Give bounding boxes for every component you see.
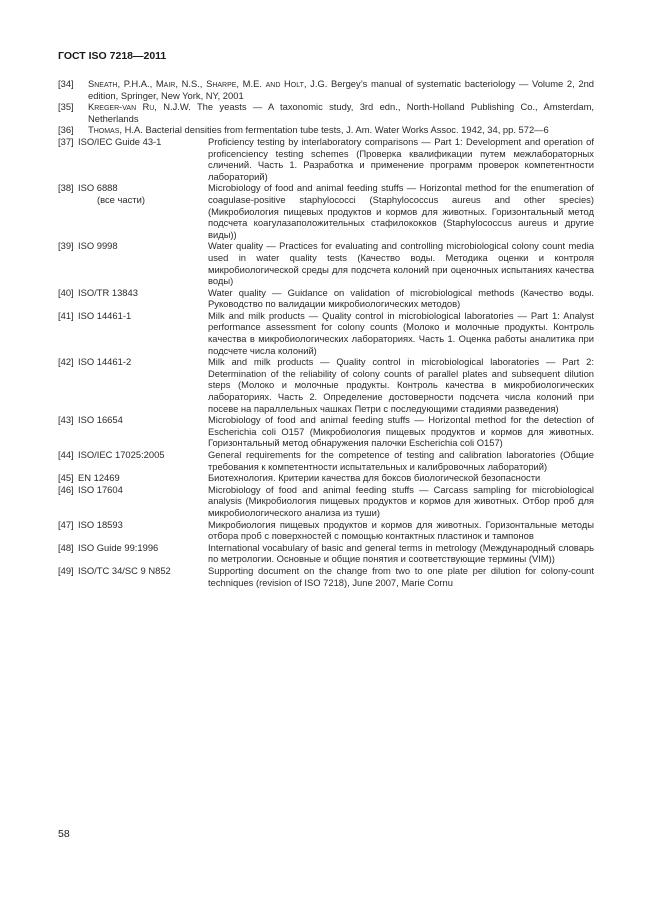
standard-code-label: ISO 17604 (78, 483, 123, 495)
reference-authors: Sneath, P.H.A., Mair, N.S., Sharpe, M.E. and Holt, (88, 78, 307, 89)
standard-code (78, 287, 208, 310)
reference-item (58, 310, 594, 356)
reference-authors: Kreger-van Ru, (88, 101, 157, 113)
standard-code-label: ISO/IEC Guide 43-1 (78, 135, 162, 147)
standard-code (78, 414, 208, 449)
reference-body: N.J.W. The yeasts — A taxonomic study, 3rd edn., North-Holland Publishing Co., Amsterdam, Netherlands (88, 101, 594, 124)
reference-number: [40] (58, 286, 74, 298)
standard-code-label: ISO/TC 34/SC 9 N852 (78, 564, 171, 576)
bibliography-list (58, 78, 594, 588)
standard-code-note: (все части) (97, 193, 145, 205)
reference-text: Supporting document on the change from two to one plate per dilution for colony-count techniques (revision of ISO 7218), June 2007, Marie Cornu (208, 564, 594, 588)
standard-code (78, 484, 208, 519)
reference-number: [47] (58, 518, 74, 530)
reference-number: [48] (58, 541, 74, 553)
reference-item (58, 542, 594, 565)
reference-text: Milk and milk products — Quality control in microbiological laboratories — Part 1: Analyst performance assessment for colony counts (Молоко и молочные продукты. Контроль качества в микробиологических лабораториях. Часть 1. Оценка работы аналитика при подсчете числа колоний) (208, 309, 594, 356)
reference-item (58, 101, 594, 124)
reference-number: [44] (58, 449, 74, 460)
standard-code-label: EN 12469 (78, 472, 120, 484)
reference-number: [36] (58, 124, 74, 136)
standard-code-label: ISO/IEC 17025:2005 (78, 449, 165, 460)
reference-item (58, 136, 594, 182)
standard-code-label: ISO/TR 13843 (78, 286, 138, 298)
reference-item (58, 356, 594, 414)
reference-number: [45] (58, 472, 74, 484)
standard-code (78, 565, 208, 588)
reference-number: [37] (58, 135, 74, 147)
reference-item (58, 414, 594, 449)
reference-text: Microbiology of food and animal feeding stuffs — Horizontal method for the detection of Escherichia coli O157 (Микробиология пищевых продуктов и кормов для животных. Горизонтальный метод обнаружения палочки Escherichia coli O157) (208, 414, 594, 449)
reference-item (58, 565, 594, 588)
standard-code (78, 240, 208, 286)
standard-code-label: ISO 14461-1 (78, 309, 132, 321)
reference-number: [43] (58, 414, 74, 426)
standard-code (78, 182, 208, 240)
reference-number: [34] (58, 78, 74, 89)
reference-number: [41] (58, 309, 74, 321)
standard-code (78, 519, 208, 542)
reference-text: Биотехнология. Критерии качества для боксов биологической безопасности (208, 472, 541, 484)
standard-code-label: ISO 14461-2 (78, 356, 132, 368)
reference-item (58, 287, 594, 310)
reference-text: Water quality — Practices for evaluating and controlling microbiological colony count media used in water quality tests (Качество воды. Методика оценки и контроля микробиологической среды для подсчета колоний при оценочных испытаниях качества воды) (208, 240, 594, 287)
reference-text: Water quality — Guidance on validation of microbiological methods (Качество воды. Руководство по валидации микробиологических методов) (208, 286, 594, 310)
standard-code-label: ISO Guide 99:1996 (78, 541, 159, 553)
reference-number: [49] (58, 564, 74, 576)
standard-code (78, 449, 208, 472)
standard-code (78, 472, 208, 484)
reference-body: J.G. Bergey’s manual of systematic bacteriology — Volume 2, 2nd edition, Springer, New York, NY, 2001 (88, 78, 594, 101)
standard-code (78, 356, 208, 414)
reference-text: Microbiology of food and animal feeding stuffs — Carcass sampling for microbiological analysis (Микробиология пищевых продуктов и кормов для животных. Отбор проб для микробиологического анализа из туши) (208, 483, 594, 518)
reference-text: Milk and milk products — Quality control in microbiological laboratories — Part 2: Determination of the reliability of colony counts of parallel plates and subsequent dilution steps (Молоко и молочные продукты. Контроль качества в микробиологических лабораториях. Часть 2. Определение достоверности подсчета числа колоний при посеве на параллельных чашках Петри с последующими стадиями разведения) (208, 356, 594, 414)
reference-text: Proficiency testing by interlaboratory comparisons — Part 1: Development and operation of proficenciency testing schemes (Проверка квалификации путем межлабораторных сличений. Часть 1. Разработка и применение программ проверок компетентности лабораторий) (208, 135, 594, 182)
standard-code-label: ISO 16654 (78, 414, 123, 426)
reference-text: International vocabulary of basic and general terms in metrology (Международный словарь по метрологии. Основные и общие понятия и соответствующие термины (VIM)) (208, 541, 594, 565)
reference-item (58, 182, 594, 240)
standard-code-label: ISO 6888 (78, 182, 118, 194)
reference-item (58, 519, 594, 542)
reference-text: Microbiology of food and animal feeding stuffs — Horizontal method for the enumeration of coagulase-positive staphylococci (Staphylococcus aureus and other species) (Микробиология пищевых продуктов и кормов для животных. Горизонтальный метод подсчета коагулазаположительных стафилококков (Staphylococcus aureus и другие виды)) (208, 182, 594, 240)
reference-number: [46] (58, 483, 74, 495)
reference-text (88, 101, 594, 124)
reference-number: [42] (58, 356, 74, 368)
reference-body: H.A. Bacterial densities from fermentation tube tests, J. Am. Water Works Assoc. 1942, 34, pp. 572—6 (122, 124, 549, 136)
reference-text: Микробиология пищевых продуктов и кормов для животных. Горизонтальные методы отбора проб с поверхностей с помощью контактных пластинок и тампонов (208, 518, 594, 542)
reference-text (88, 78, 594, 101)
standard-code-label: ISO 18593 (78, 518, 123, 530)
reference-text: General requirements for the competence of testing and calibration laboratories (Общие требования к компетентности испытательных и калибровочных лабораторий) (208, 449, 594, 472)
standard-code (78, 136, 208, 182)
page-number: 58 (58, 828, 70, 840)
reference-number: [38] (58, 182, 74, 194)
reference-item (58, 78, 594, 101)
standard-code (78, 310, 208, 356)
reference-item (58, 472, 594, 484)
reference-authors: Thomas, (88, 124, 123, 136)
reference-item (58, 240, 594, 286)
reference-item (58, 484, 594, 519)
reference-text (88, 124, 594, 136)
standard-code (78, 542, 208, 565)
reference-number: [35] (58, 101, 74, 113)
reference-number: [39] (58, 240, 74, 252)
reference-item (58, 449, 594, 472)
document-header: ГОСТ ISO 7218—2011 (58, 50, 167, 62)
standard-code-label: ISO 9998 (78, 240, 118, 252)
reference-item (58, 124, 594, 136)
